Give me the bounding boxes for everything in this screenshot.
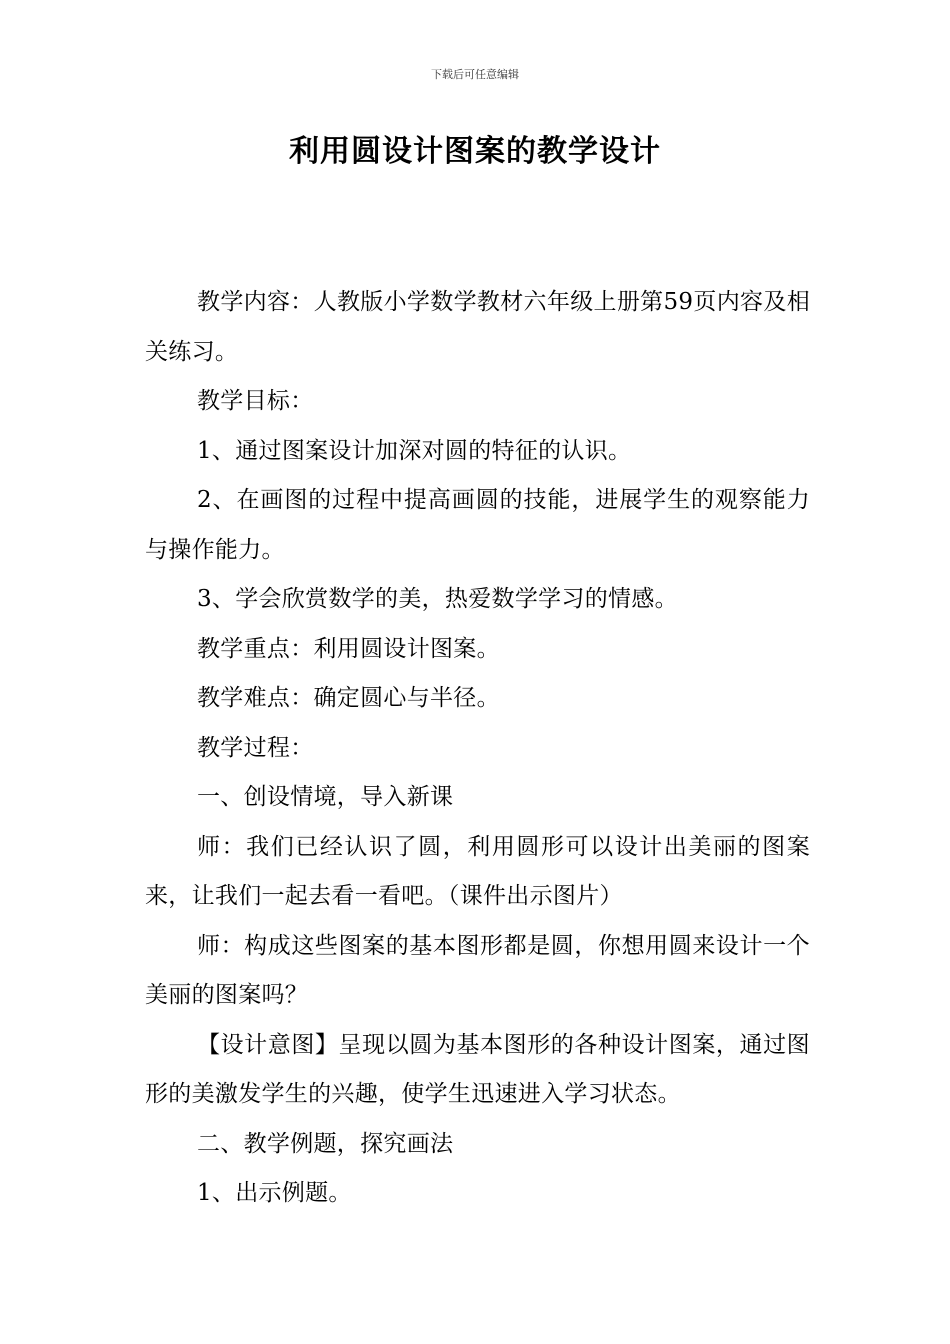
paragraph-teaching-goals-heading: 教学目标： <box>197 388 314 414</box>
paragraph-process-heading: 教学过程： <box>197 734 314 761</box>
paragraph-teacher-2: 师：构成这些图案的基本图形都是圆，你想用圆来设计一个美丽的图案吗？ <box>145 932 810 1008</box>
paragraph-example-1: 1、出示例题。 <box>197 1180 352 1206</box>
paragraph-design-intent: 【设计意图】呈现以圆为基本图形的各种设计图案，通过图形的美激发学生的兴趣，使学生迅速进入学习状态。 <box>145 1031 810 1107</box>
document-title: 利用圆设计图案的教学设计 <box>289 134 661 169</box>
paragraph-teaching-content: 教学内容：人教版小学数学教材六年级上册第59页内容及相关练习。 <box>145 289 810 365</box>
paragraph-section-2-heading: 二、教学例题，探究画法 <box>197 1130 454 1157</box>
document-body <box>145 278 810 1219</box>
paragraph-goal-3: 3、学会欣赏数学的美，热爱数学学习的情感。 <box>197 586 678 612</box>
paragraph-goal-2: 2、在画图的过程中提高画圆的技能，进展学生的观察能力与操作能力。 <box>145 487 810 563</box>
header-note: 下载后可任意编辑 <box>431 68 519 81</box>
paragraph-teacher-1: 师：我们已经认识了圆，利用圆形可以设计出美丽的图案来，让我们一起去看一看吧。（课件出示图片） <box>145 833 810 909</box>
paragraph-difficult-point: 教学难点：确定圆心与半径。 <box>197 685 500 711</box>
paragraph-section-1-heading: 一、创设情境，导入新课 <box>197 784 454 810</box>
paragraph-key-point: 教学重点：利用圆设计图案。 <box>197 635 500 662</box>
paragraph-goal-1: 1、通过图案设计加深对圆的特征的认识。 <box>197 437 632 464</box>
